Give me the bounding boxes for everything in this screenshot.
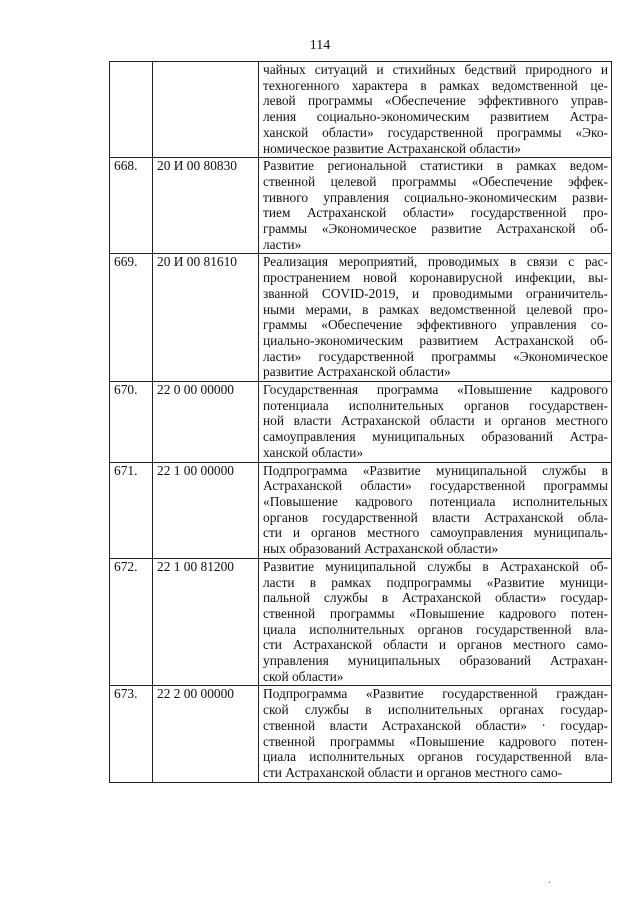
description-line: тивного управления социально-экономическим разви- xyxy=(263,189,608,205)
item-description xyxy=(259,558,612,686)
description-line: ственной власти Астраханской области» · государ- xyxy=(263,717,608,733)
description-line: техногенного характера в рамках ведомственной це- xyxy=(263,77,608,93)
description-line: Реализация мероприятий, проводимых в связи с рас- xyxy=(263,254,608,270)
description-line: ласти» xyxy=(263,236,302,252)
description-line: ственной целевой программы «Обеспечение эффек- xyxy=(263,173,608,189)
description-line: пальной службы в Астраханской области» государ- xyxy=(263,590,608,606)
description-line: развитие Астраханской области» xyxy=(263,364,451,380)
classification-code: 22 0 00 00000 xyxy=(153,382,259,463)
description-line: ственной программы «Повышение кадрового потен- xyxy=(263,605,608,621)
item-description xyxy=(259,62,612,158)
description-line: Подпрограмма «Развитие государственной граждан- xyxy=(263,686,608,702)
description-line: чайных ситуаций и стихийных бедствий природного и xyxy=(263,62,608,77)
row-number: 670. xyxy=(110,382,153,463)
classification-code: 20 И 00 80830 xyxy=(153,158,259,254)
description-line: Подпрограмма «Развитие муниципальной службы в xyxy=(263,462,608,478)
description-line: ных образований Астраханской области» xyxy=(263,541,499,557)
classification-code: 20 И 00 81610 xyxy=(153,254,259,382)
item-description xyxy=(259,158,612,254)
classification-code: 22 1 00 00000 xyxy=(153,462,259,558)
description-line: ханской области» xyxy=(263,444,364,460)
description-line: Развитие региональной статистики в рамках ведом- xyxy=(263,158,608,174)
table-row xyxy=(110,382,612,463)
description-line: циально-экономическим развитием Астраханской об- xyxy=(263,332,608,348)
item-description xyxy=(259,254,612,382)
table-row xyxy=(110,462,612,558)
description-line: Государственная программа «Повышение кадрового xyxy=(263,382,608,398)
description-line: номическое развитие Астраханской области» xyxy=(263,140,521,156)
classification-code xyxy=(153,62,259,158)
description-line: ласти в рамках подпрограммы «Развитие муници- xyxy=(263,574,608,590)
description-line: ласти» государственной программы «Экономическое xyxy=(263,348,608,364)
page-number: 114 xyxy=(309,38,331,53)
description-line: ханской области» государственной программы «Эко- xyxy=(263,124,608,140)
description-line: управления муниципальных образований Астрахан- xyxy=(263,653,608,669)
description-line: «Повышение кадрового потенциала исполнительных xyxy=(263,493,608,509)
description-line: сти и органов местного самоуправления муниципаль- xyxy=(263,525,608,541)
scan-speck: · xyxy=(548,878,552,889)
description-line: органов государственной власти Астраханской обла- xyxy=(263,509,608,525)
description-line: граммы «Экономическое развитие Астраханской об- xyxy=(263,221,608,237)
description-line: ской области» xyxy=(263,668,344,684)
description-line: ными мерами, в рамках ведомственной целевой про- xyxy=(263,301,608,317)
description-line: сти Астраханской области и органов местного само- xyxy=(263,637,608,653)
table-row xyxy=(110,62,612,158)
table-row xyxy=(110,254,612,382)
item-description xyxy=(259,382,612,463)
row-number xyxy=(110,62,153,158)
description-line: ной власти Астраханской области и органов местного xyxy=(263,413,608,429)
table-body xyxy=(110,62,612,783)
classification-code: 22 1 00 81200 xyxy=(153,558,259,686)
description-line: званной COVID-2019, и проводимыми ограничитель- xyxy=(263,285,608,301)
table-row xyxy=(110,686,612,782)
description-line: циала исполнительных органов государственной вла- xyxy=(263,749,608,765)
row-number: 673. xyxy=(110,686,153,782)
row-number: 668. xyxy=(110,158,153,254)
description-line: левой программы «Обеспечение эффективного управ- xyxy=(263,93,608,109)
table-row xyxy=(110,558,612,686)
item-description xyxy=(259,462,612,558)
table-row xyxy=(110,158,612,254)
description-line: ственной программы «Повышение кадрового потен- xyxy=(263,733,608,749)
budget-classification-table xyxy=(109,61,612,783)
classification-code: 22 2 00 00000 xyxy=(153,686,259,782)
row-number: 671. xyxy=(110,462,153,558)
description-line: Развитие муниципальной службы в Астраханской об- xyxy=(263,558,608,574)
description-line: Астраханской области» государственной программы xyxy=(263,478,608,494)
description-line: самоуправления муниципальных образований Астра- xyxy=(263,429,608,445)
description-line: потенциала исполнительных органов государствен- xyxy=(263,397,608,413)
description-line: пространением новой коронавирусной инфекции, вы- xyxy=(263,270,608,286)
description-line: граммы «Обеспечение эффективного управления со- xyxy=(263,317,608,333)
description-line: тием Астраханской области» государственной про- xyxy=(263,205,608,221)
row-number: 669. xyxy=(110,254,153,382)
row-number: 672. xyxy=(110,558,153,686)
description-line: ской службы в исполнительных органах государ- xyxy=(263,702,608,718)
description-line: ления социально-экономическим развитием Астра- xyxy=(263,109,608,125)
item-description xyxy=(259,686,612,782)
description-line: циала исполнительных органов государственной вла- xyxy=(263,621,608,637)
description-line: сти Астраханской области и органов местного само- xyxy=(263,764,563,780)
